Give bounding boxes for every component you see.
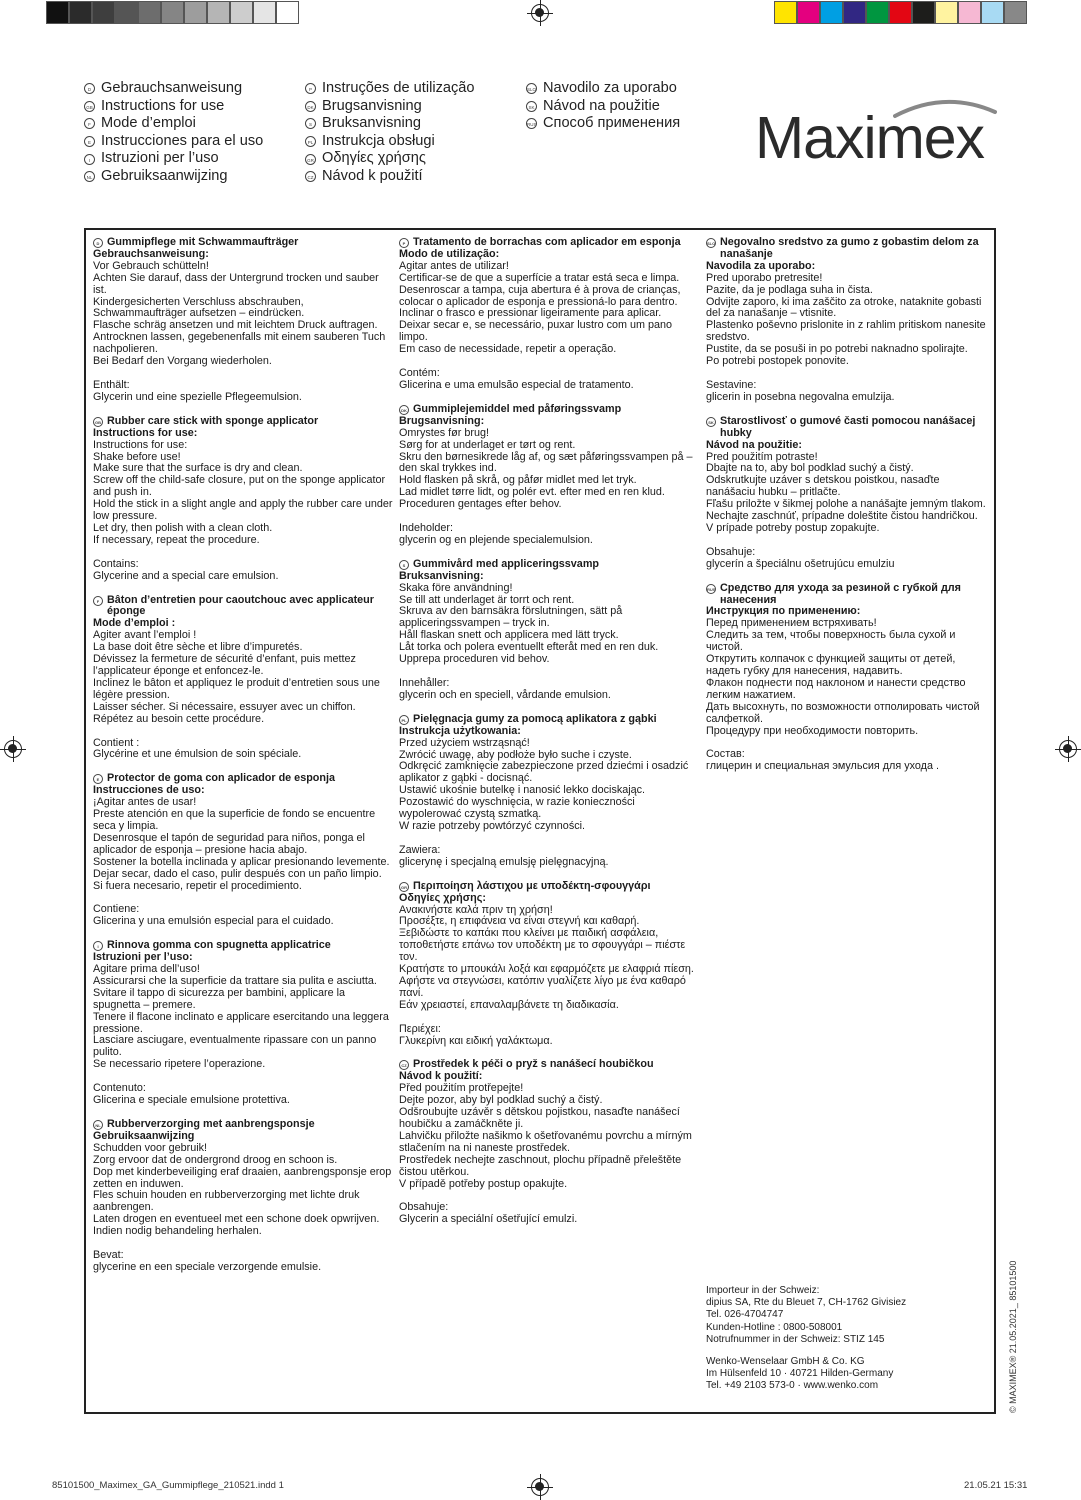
- instruction-line: Εάν χρειαστεί, επαναλαμβάνετε τη διαδικασία.: [399, 998, 619, 1011]
- section-title: Tratamento de borrachas com aplicador em esponja: [413, 236, 681, 248]
- contains-label: Sestavine:: [706, 378, 757, 391]
- language-label: Gebruiksaanwijzing: [101, 167, 228, 184]
- instruction-section: [399, 714, 699, 869]
- language-code-badge: I: [84, 154, 95, 165]
- contains-value: Glycerin und eine spezielle Pflegeemulsion.: [93, 390, 302, 403]
- grey-swatch: [92, 1, 115, 24]
- section-heading: [706, 583, 991, 607]
- instruction-line: Προσέξτε, η επιφάνεια να είναι στεγνή και καθαρή.: [399, 915, 640, 928]
- language-code-badge: PL: [305, 136, 316, 147]
- instruction-line: V prípade potreby postup zopakujte.: [706, 521, 880, 534]
- instruction-line: Αφήστε να στεγνώσει, κατόπιν γυαλίζετε λίγο με ένα καθαρό πανί.: [399, 974, 689, 999]
- section-heading: [399, 559, 699, 571]
- instruction-section: [93, 1119, 393, 1274]
- importer-info: [706, 1285, 906, 1393]
- instruction-line: Agitare prima dell’uso!: [93, 963, 200, 976]
- language-label: Instructions for use: [101, 97, 225, 114]
- importer-line: Notrufnummer in der Schweiz: STIZ 145: [706, 1333, 885, 1345]
- spacer: [399, 833, 699, 845]
- contains-label: Contenuto:: [93, 1082, 146, 1095]
- grey-swatch: [69, 1, 92, 24]
- language-list-1: [84, 80, 263, 186]
- language-code-badge: F: [84, 118, 95, 129]
- brand-name: Maximex: [755, 105, 985, 171]
- language-item: [305, 115, 475, 133]
- instruction-line: Ustawić ukośnie butelkę i nanosić lekko dociskając.: [399, 784, 646, 797]
- column-2: [399, 237, 699, 1238]
- language-label: Bruksanvisning: [322, 115, 421, 132]
- contains-value: glycerin og en plejende specialemulsion.: [399, 533, 593, 546]
- instruction-line: Pozostawić do wyschnięcia, w razie konieczności wypolerować czystą szmatką.: [399, 796, 638, 821]
- instruction-section: [399, 881, 699, 1048]
- language-item: [305, 168, 475, 186]
- instruction-line: Hold flasken på skrå, og påfør midlet med let tryk.: [399, 474, 637, 487]
- instruction-line: Assicurarsi che la superficie da trattare sia pulita e asciutta.: [93, 974, 377, 987]
- language-item: [526, 115, 680, 133]
- color-swatch: [981, 1, 1004, 24]
- instruction-line: Laten drogen en eventueel met een schone doek opwrijven.: [93, 1213, 380, 1226]
- instruction-line: Répétez au besoin cette procédure.: [93, 712, 265, 725]
- instruction-line: Desenroscar a tampa, cuja abertura é à prova de crianças, colocar o aplicador de esponja e pressioná-lo para dentro.: [399, 283, 684, 308]
- language-code-badge: D: [84, 83, 95, 94]
- instruction-section: [93, 773, 393, 928]
- instruction-line: Fľašu priložte v šikmej polohe a nanášajte jemným tlakom.: [706, 498, 986, 511]
- instruction-line: Skaka före användning!: [399, 581, 513, 594]
- grey-color-strip: [46, 1, 299, 24]
- language-code-badge: F: [93, 596, 103, 606]
- importer-line: Kunden-Hotline : 0800-508001: [706, 1321, 843, 1333]
- instruction-line: Следить за тем, чтобы поверхность была сухой и чистой.: [706, 629, 959, 654]
- contains-value: Glycerine and a special care emulsion.: [93, 569, 279, 582]
- instruction-line: Bei Bedarf den Vorgang wiederholen.: [93, 355, 272, 368]
- instruction-line: Em caso de necessidade, repetir a operação.: [399, 343, 617, 356]
- color-swatch: [958, 1, 981, 24]
- manufacturer-line: Im Hülsenfeld 10 · 40721 Hilden-Germany: [706, 1368, 894, 1380]
- instruction-section: [706, 583, 991, 774]
- instruction-line: Agitar antes de utilizar!: [399, 259, 509, 272]
- instruction-line: Lasciare asciugare, eventualmente ripassare con un panno pulito.: [93, 1034, 380, 1059]
- instruction-line: Låt torka och polera eventuellt efteråt med en ren duk.: [399, 641, 659, 654]
- spacer: [706, 1346, 906, 1356]
- instruction-line: Odšroubujte uzávěr s dětskou pojistkou, nasaďte nanášecí houbičku a zamáčkněte ji.: [399, 1106, 683, 1130]
- contains-value: Glycerin a speciální ošetřující emulzi.: [399, 1213, 578, 1226]
- language-label: Gebrauchsanweisung: [101, 80, 243, 96]
- footer-file-name: 85101500_Maximex_GA_Gummipflege_210521.indd 1: [52, 1480, 284, 1491]
- instruction-line: Si fuera necesario, repetir el procedimiento.: [93, 879, 302, 892]
- instruction-line: Upprepa proceduren vid behov.: [399, 653, 550, 666]
- language-label: Instruções de utilização: [322, 80, 475, 96]
- instruction-line: Процедуру при необходимости повторить.: [706, 724, 919, 737]
- instruction-line: Sørg for at underlaget er tørt og rent.: [399, 438, 576, 451]
- contains-value: Glycérine et une émulsion de soin spéciale.: [93, 748, 302, 761]
- instruction-line: Před použitím protřepejte!: [399, 1082, 524, 1095]
- language-label: Mode d’emploi: [101, 115, 196, 132]
- instruction-line: ¡Agitar antes de usar!: [93, 796, 197, 809]
- language-list-2: [305, 80, 475, 186]
- section-title: Gummivård med appliceringssvamp: [413, 557, 600, 570]
- section-title: Средство для ухода за резиной с губкой для нанесения: [720, 581, 961, 606]
- language-item: [84, 168, 263, 186]
- language-code-badge: PL: [399, 715, 409, 725]
- spacer: [399, 356, 699, 368]
- instruction-section: [93, 414, 396, 583]
- instruction-line: Flasche schräg ansetzen und mit leichtem Druck auftragen.: [93, 319, 378, 332]
- language-label: Instrucciones para el uso: [101, 132, 264, 149]
- section-title: Bâton d’entretien pour caoutchouc avec applicateur éponge: [107, 593, 374, 618]
- contains-value: Glicerina y una emulsión especial para el cuidado.: [93, 915, 334, 928]
- contains-label: Contains:: [93, 557, 139, 570]
- language-code-badge: E: [93, 774, 103, 784]
- contains-label: Bevat:: [93, 1249, 124, 1262]
- color-swatch: [889, 1, 912, 24]
- language-item: [305, 150, 475, 168]
- instruction-line: Dbajte na to, aby bol podklad suchý a čistý.: [706, 462, 914, 475]
- instruction-line: Odvijte zaporo, ki ima zaščito za otroke, nataknite gobasti del za nanašanje – vtisnite.: [706, 295, 985, 320]
- column-3: [706, 237, 991, 785]
- instruction-line: Vor Gebrauch schütteln!: [93, 259, 209, 272]
- contains-label: Περιέχει:: [399, 1022, 441, 1035]
- language-label: Návod k použití: [322, 167, 423, 184]
- language-item: [84, 150, 263, 168]
- instruction-line: Zwrócić uwagę, aby podłoże było suche i czyste.: [399, 748, 632, 761]
- section-subtitle: Instrukcja użytkowania:: [399, 724, 521, 737]
- contains-label: Enthält:: [93, 378, 130, 391]
- contains-value: глицерин и специальная эмульсия для ухода .: [706, 760, 939, 773]
- language-code-badge: NL: [84, 171, 95, 182]
- section-subtitle: Инструкция по применению:: [706, 605, 861, 618]
- language-item: [84, 115, 263, 133]
- instruction-line: Ανακινήστε καλά πριν τη χρήση!: [399, 903, 553, 916]
- contains-value: glycerine en een speciale verzorgende emulsie.: [93, 1260, 322, 1273]
- section-title: Gummiplejemiddel med påføringssvamp: [413, 402, 622, 415]
- instruction-line: Nechajte zaschnúť, prípadne doleštite čistou handričkou.: [706, 510, 978, 523]
- instruction-line: Pustite, da se posuši in po potrebi naknadno spolirajte.: [706, 343, 968, 356]
- instruction-line: Fles schuin houden en rubberverzorging met lichte druk aanbrengen.: [93, 1189, 363, 1214]
- instruction-line: Svitare il tappo di sicurezza per bambini, applicare la spugnetta – premere.: [93, 986, 349, 1011]
- language-code-badge: CZ: [305, 171, 316, 182]
- footer-date: 21.05.21 15:31: [964, 1480, 1028, 1491]
- instruction-line: Screw off the child-safe closure, put on the sponge applicator and push in.: [93, 474, 389, 499]
- instruction-line: Schudden voor gebruik!: [93, 1141, 208, 1154]
- contains-label: Innehåller:: [399, 677, 450, 689]
- language-label: Способ применения: [543, 115, 681, 132]
- grey-swatch: [276, 1, 299, 24]
- instruction-section: [93, 595, 393, 762]
- instruction-line: W razie potrzeby powtórzyć czynności.: [399, 819, 586, 832]
- language-label: Návod na použitie: [543, 97, 660, 114]
- language-code-badge: SK: [706, 417, 716, 427]
- instruction-line: Tenere il flacone inclinato e applicare esercitando una leggera pressione.: [93, 1010, 392, 1035]
- language-list-3: [526, 80, 680, 133]
- color-swatch: [866, 1, 889, 24]
- contains-label: Zawiera:: [399, 843, 441, 856]
- color-swatch: [1004, 1, 1027, 24]
- instruction-line: Pred použitím potraste!: [706, 450, 818, 463]
- instruction-line: Prostředek nechejte zaschnout, plochu případně přeleštěte čistou utěrkou.: [399, 1153, 685, 1178]
- instruction-section: [399, 559, 699, 702]
- section-heading: [706, 237, 991, 261]
- instruction-line: Lahvičku přiložte našikmo k ošetřovanému povrchu a mírným stlačením na ni naneste prostředek.: [399, 1129, 695, 1154]
- instruction-section: [93, 940, 393, 1107]
- instruction-line: La base doit être sèche et libre d’impuretés.: [93, 641, 303, 654]
- contains-value: Glicerina e uma emulsão especial de tratamento.: [399, 378, 634, 391]
- instruction-line: Desenrosque el tapón de seguridad para niños, ponga el aplicador de esponja – presione hacia abajo.: [93, 831, 368, 856]
- instruction-line: Dejte pozor, aby byl podklad suchý a čistý.: [399, 1094, 603, 1107]
- language-code-badge: S: [305, 118, 316, 129]
- instruction-line: Achten Sie darauf, dass der Untergrund trocken und sauber ist.: [93, 271, 382, 296]
- spacer: [706, 737, 991, 749]
- instruction-line: Antrocknen lassen, gegebenenfalls mit einem sauberen Tuch nachpolieren.: [93, 331, 389, 356]
- section-title: Protector de goma con aplicador de esponja: [107, 772, 335, 785]
- section-subtitle: Instructions for use:: [93, 426, 198, 439]
- language-item: [305, 98, 475, 116]
- color-swatch: [797, 1, 820, 24]
- language-code-badge: GB: [93, 417, 103, 427]
- language-code-badge: DK: [305, 101, 316, 112]
- language-item: [84, 80, 263, 98]
- instruction-line: Odkręcić zamknięcie zabezpieczone przed dziećmi i osadzić aplikator z gąbki - docisnąć.: [399, 760, 692, 785]
- instruction-line: Ξεβιδώστε το καπάκι που κλείνει με παιδική ασφάλεια, τοποθετήστε επάνω τον υποδέκτη με το σφουγγάρι – πιέστε τον.: [399, 927, 689, 964]
- instruction-section: [399, 404, 699, 547]
- section-heading: [399, 714, 699, 726]
- instruction-line: Kindergesicherten Verschluss abschrauben, Schwammaufträger aufsetzen – eindrücken.: [93, 295, 307, 320]
- section-subtitle: Istruzioni per l’uso:: [93, 951, 193, 964]
- language-code-badge: P: [399, 238, 409, 248]
- language-code-badge: P: [305, 83, 316, 94]
- instruction-line: Дать высохнуть, по возможности отполировать чистой салфеткой.: [706, 700, 983, 725]
- instruction-line: If necessary, repeat the procedure.: [93, 533, 260, 546]
- language-item: [526, 80, 680, 98]
- instruction-section: [93, 237, 393, 404]
- grey-swatch: [184, 1, 207, 24]
- section-subtitle: Navodila za uporabo:: [706, 259, 816, 272]
- instruction-line: Открутить колпачок с функцией защиты от детей, надеть губку для нанесения, надавить.: [706, 653, 959, 677]
- contains-label: Contiene:: [93, 903, 140, 916]
- contains-label: Contém:: [399, 367, 440, 380]
- instruction-line: Certificar-se de que a superfície a tratar está seca e limpa.: [399, 271, 680, 284]
- instruction-line: Odskrutkujte uzáver s detskou poistkou, nasaďte nanášaciu hubku – pritlačte.: [706, 474, 943, 499]
- color-bar-strip: [774, 1, 1027, 24]
- instruction-line: Pred uporabo pretresite!: [706, 271, 823, 284]
- language-label: Navodilo za uporabo: [543, 80, 677, 96]
- language-label: Instrukcja obsługi: [322, 132, 435, 149]
- section-subtitle: Modo de utilização:: [399, 247, 500, 260]
- instruction-line: Håll flaskan snett och applicera med lätt tryck.: [399, 629, 619, 642]
- instruction-line: Pazite, da je podlaga suha in čista.: [706, 283, 873, 296]
- contains-value: glicerynę i specjalną emulsję pielęgnacyjną.: [399, 855, 609, 868]
- language-code-badge: S: [399, 560, 409, 570]
- instruction-line: Skru den børnesikrede låg af, og sæt påføringssvampen på – den skal trykkes ind.: [399, 450, 696, 475]
- grey-swatch: [138, 1, 161, 24]
- section-heading: [93, 595, 393, 619]
- instruction-line: Instructions for use:: [93, 438, 188, 451]
- instruction-section: [399, 237, 699, 392]
- language-item: [84, 98, 263, 116]
- manufacturer-line: Tel. +49 2103 573-0 · www.wenko.com: [706, 1380, 879, 1392]
- section-heading: [399, 404, 699, 416]
- instruction-line: Inclinez le bâton et appliquez le produit d’entretien sous une légère pression.: [93, 676, 383, 701]
- section-subtitle: Οδηγίες χρήσης:: [399, 891, 486, 904]
- language-code-badge: GR: [399, 882, 409, 892]
- contains-label: Contient :: [93, 736, 140, 749]
- language-code-badge: CZ: [399, 1060, 409, 1070]
- spacer: [399, 1012, 699, 1024]
- registration-mark-top: [531, 4, 549, 22]
- contains-label: Obsahuje:: [706, 545, 756, 558]
- contains-label: Indeholder:: [399, 522, 454, 535]
- section-heading: [706, 416, 991, 440]
- color-swatch: [774, 1, 797, 24]
- language-label: Οδηγίες χρήσης: [322, 150, 426, 167]
- manufacturer-line: Wenko-Wenselaar GmbH & Co. KG: [706, 1356, 865, 1368]
- language-code-badge: RUS: [526, 118, 537, 129]
- instruction-line: Zorg ervoor dat de ondergrond droog en schoon is.: [93, 1153, 338, 1166]
- section-title: Starostlivosť o gumové časti pomocou nanášacej hubky: [720, 414, 976, 439]
- section-title: Prostředek k péči o pryž s nanášecí houbičkou: [413, 1058, 654, 1071]
- importer-line: Importeur in der Schweiz:: [706, 1285, 820, 1296]
- copyright-vertical-note: © MAXIMEX® 21.05.2021_ 85101500: [1008, 1260, 1018, 1413]
- instruction-line: Deixar secar e, se necessário, puxar lustro com um pano limpo.: [399, 319, 676, 344]
- instruction-section: [706, 416, 991, 571]
- language-item: [84, 133, 263, 151]
- section-title: Περιποίηση λάστιχου με υποδέκτη-σφουγγάρι: [413, 879, 651, 892]
- color-swatch: [912, 1, 935, 24]
- instruction-line: Przed użyciem wstrząsnąć!: [399, 736, 530, 749]
- spacer: [93, 726, 393, 738]
- contains-value: glycerín a špeciálnu ošetrujúcu emulziu: [706, 557, 895, 570]
- grey-swatch: [161, 1, 184, 24]
- registration-mark-right: [1059, 740, 1077, 758]
- language-code-badge: DK: [399, 405, 409, 415]
- contains-value: Γλυκερίνη και ειδική γαλάκτωμα.: [399, 1034, 553, 1047]
- color-swatch: [843, 1, 866, 24]
- instruction-line: Se necessario ripetere l’operazione.: [93, 1058, 266, 1071]
- section-title: Rubber care stick with sponge applicator: [107, 414, 319, 427]
- language-code-badge: GR: [305, 154, 316, 165]
- language-code-badge: GB: [84, 101, 95, 112]
- contains-label: Obsahuje:: [399, 1201, 449, 1214]
- importer-line: Tel. 026-4704747: [706, 1309, 784, 1321]
- language-code-badge: D: [93, 238, 103, 248]
- instruction-line: Перед применением встряхивать!: [706, 617, 877, 630]
- section-subtitle: Návod na použitie:: [706, 438, 802, 451]
- instruction-line: V případě potřeby postup opakujte.: [399, 1177, 568, 1190]
- instruction-line: Флакон поднести под наклоном и нанести средство легким нажатием.: [706, 676, 969, 701]
- instruction-line: Make sure that the surface is dry and clean.: [93, 462, 303, 475]
- section-title: Gummipflege mit Schwammaufträger: [107, 236, 299, 248]
- language-code-badge: SLO: [526, 83, 537, 94]
- instruction-line: Dop met kinderbeveiliging eraf draaien, aanbrengsponsje erop zetten en induwen.: [93, 1165, 395, 1190]
- instruction-line: Proceduren gentages efter behov.: [399, 498, 562, 511]
- spacer: [93, 1238, 393, 1250]
- section-subtitle: Gebrauchsanweisung:: [93, 247, 209, 260]
- grey-swatch: [253, 1, 276, 24]
- section-subtitle: Instrucciones de uso:: [93, 784, 205, 797]
- instruction-line: Shake before use!: [93, 450, 181, 463]
- instruction-line: Κρατήστε το μπουκάλι λοξά και εφαρμόζετε με ελαφριά πίεση.: [399, 963, 694, 976]
- instruction-line: Let dry, then polish with a clean cloth.: [93, 521, 273, 534]
- section-title: Rinnova gomma con spugnetta applicatrice: [107, 939, 331, 952]
- language-code-badge: I: [93, 941, 103, 951]
- instruction-line: Po potrebi postopek ponovite.: [706, 355, 849, 368]
- language-item: [305, 133, 475, 151]
- instruction-line: Se till att underlaget är torrt och rent.: [399, 593, 575, 606]
- grey-swatch: [115, 1, 138, 24]
- section-title: Pielęgnacja gumy za pomocą aplikatora z gąbki: [413, 712, 657, 725]
- language-item: [526, 98, 680, 116]
- section-subtitle: Gebruiksaanwijzing: [93, 1129, 195, 1142]
- contains-label: Состав:: [706, 748, 745, 761]
- instruction-section: [706, 237, 991, 404]
- importer-line: dipius SA, Rte du Bleuet 7, CH-1762 Givisiez: [706, 1297, 907, 1309]
- instruction-line: Dévissez la fermeture de sécurité d’enfant, puis mettez l’applicateur éponge et enfoncez-le.: [93, 653, 359, 677]
- language-code-badge: NL: [93, 1120, 103, 1130]
- instruction-line: Laisser sécher. Si nécessaire, essuyer avec un chiffon.: [93, 700, 356, 713]
- contains-value: glicerin in posebna negovalna emulzija.: [706, 390, 895, 403]
- instruction-line: Omrystes før brug!: [399, 426, 489, 439]
- registration-mark-left: [4, 740, 22, 758]
- section-title: Negovalno sredstvo za gumo z gobastim delom za nanašanje: [720, 236, 979, 260]
- section-subtitle: Mode d’emploi :: [93, 617, 176, 630]
- language-label: Istruzioni per l’uso: [101, 150, 219, 167]
- grey-swatch: [46, 1, 69, 24]
- color-swatch: [935, 1, 958, 24]
- instruction-line: Hold the stick in a slight angle and apply the rubber care under low pressure.: [93, 498, 396, 523]
- instruction-line: Inclinar o frasco e pressionar ligeiramente para aplicar.: [399, 307, 662, 320]
- instruction-line: Skruva av den barnsäkra förslutningen, sätt på appliceringssvampen – tryck in.: [399, 605, 626, 630]
- section-heading: [399, 881, 699, 893]
- spacer: [93, 368, 393, 380]
- instruction-line: Plastenko poševno prislonite in z rahlim pritiskom nanesite sredstvo.: [706, 319, 989, 344]
- instruction-line: Preste atención en que la superficie de fondo se encuentre seca y limpia.: [93, 808, 379, 832]
- instruction-line: Dejar secar, dado el caso, pulir después con un paño limpio.: [93, 867, 382, 880]
- color-swatch: [820, 1, 843, 24]
- language-item: [305, 80, 475, 98]
- grey-swatch: [207, 1, 230, 24]
- contains-value: glycerin och en speciell, vårdande emulsion.: [399, 688, 611, 701]
- column-1: [93, 236, 396, 1286]
- section-title: Rubberverzorging met aanbrengsponsje: [107, 1118, 315, 1130]
- language-code-badge: RUS: [706, 584, 716, 594]
- registration-mark-bottom: [531, 1478, 549, 1496]
- instruction-section: [399, 1059, 699, 1226]
- section-subtitle: Brugsanvisning:: [399, 414, 485, 427]
- language-code-badge: SK: [526, 101, 537, 112]
- spacer: [93, 547, 393, 559]
- language-code-badge: E: [84, 136, 95, 147]
- contains-value: Glicerina e speciale emulsione protettiva.: [93, 1094, 290, 1107]
- section-subtitle: Bruksanvisning:: [399, 569, 484, 582]
- section-heading: [93, 416, 393, 428]
- language-label: Brugsanvisning: [322, 97, 422, 114]
- grey-swatch: [230, 1, 253, 24]
- instruction-line: Lad midlet tørre lidt, og polér evt. efter med en ren klud.: [399, 486, 665, 499]
- instruction-line: Indien nodig behandeling herhalen.: [93, 1225, 262, 1238]
- section-subtitle: Návod k použití:: [399, 1070, 483, 1083]
- instruction-line: Sostener la botella inclinada y aplicar presionando levemente.: [93, 855, 390, 868]
- language-code-badge: SLO: [706, 238, 716, 248]
- brand-logo: [755, 100, 1000, 175]
- instruction-line: Agiter avant l’emploi !: [93, 629, 197, 642]
